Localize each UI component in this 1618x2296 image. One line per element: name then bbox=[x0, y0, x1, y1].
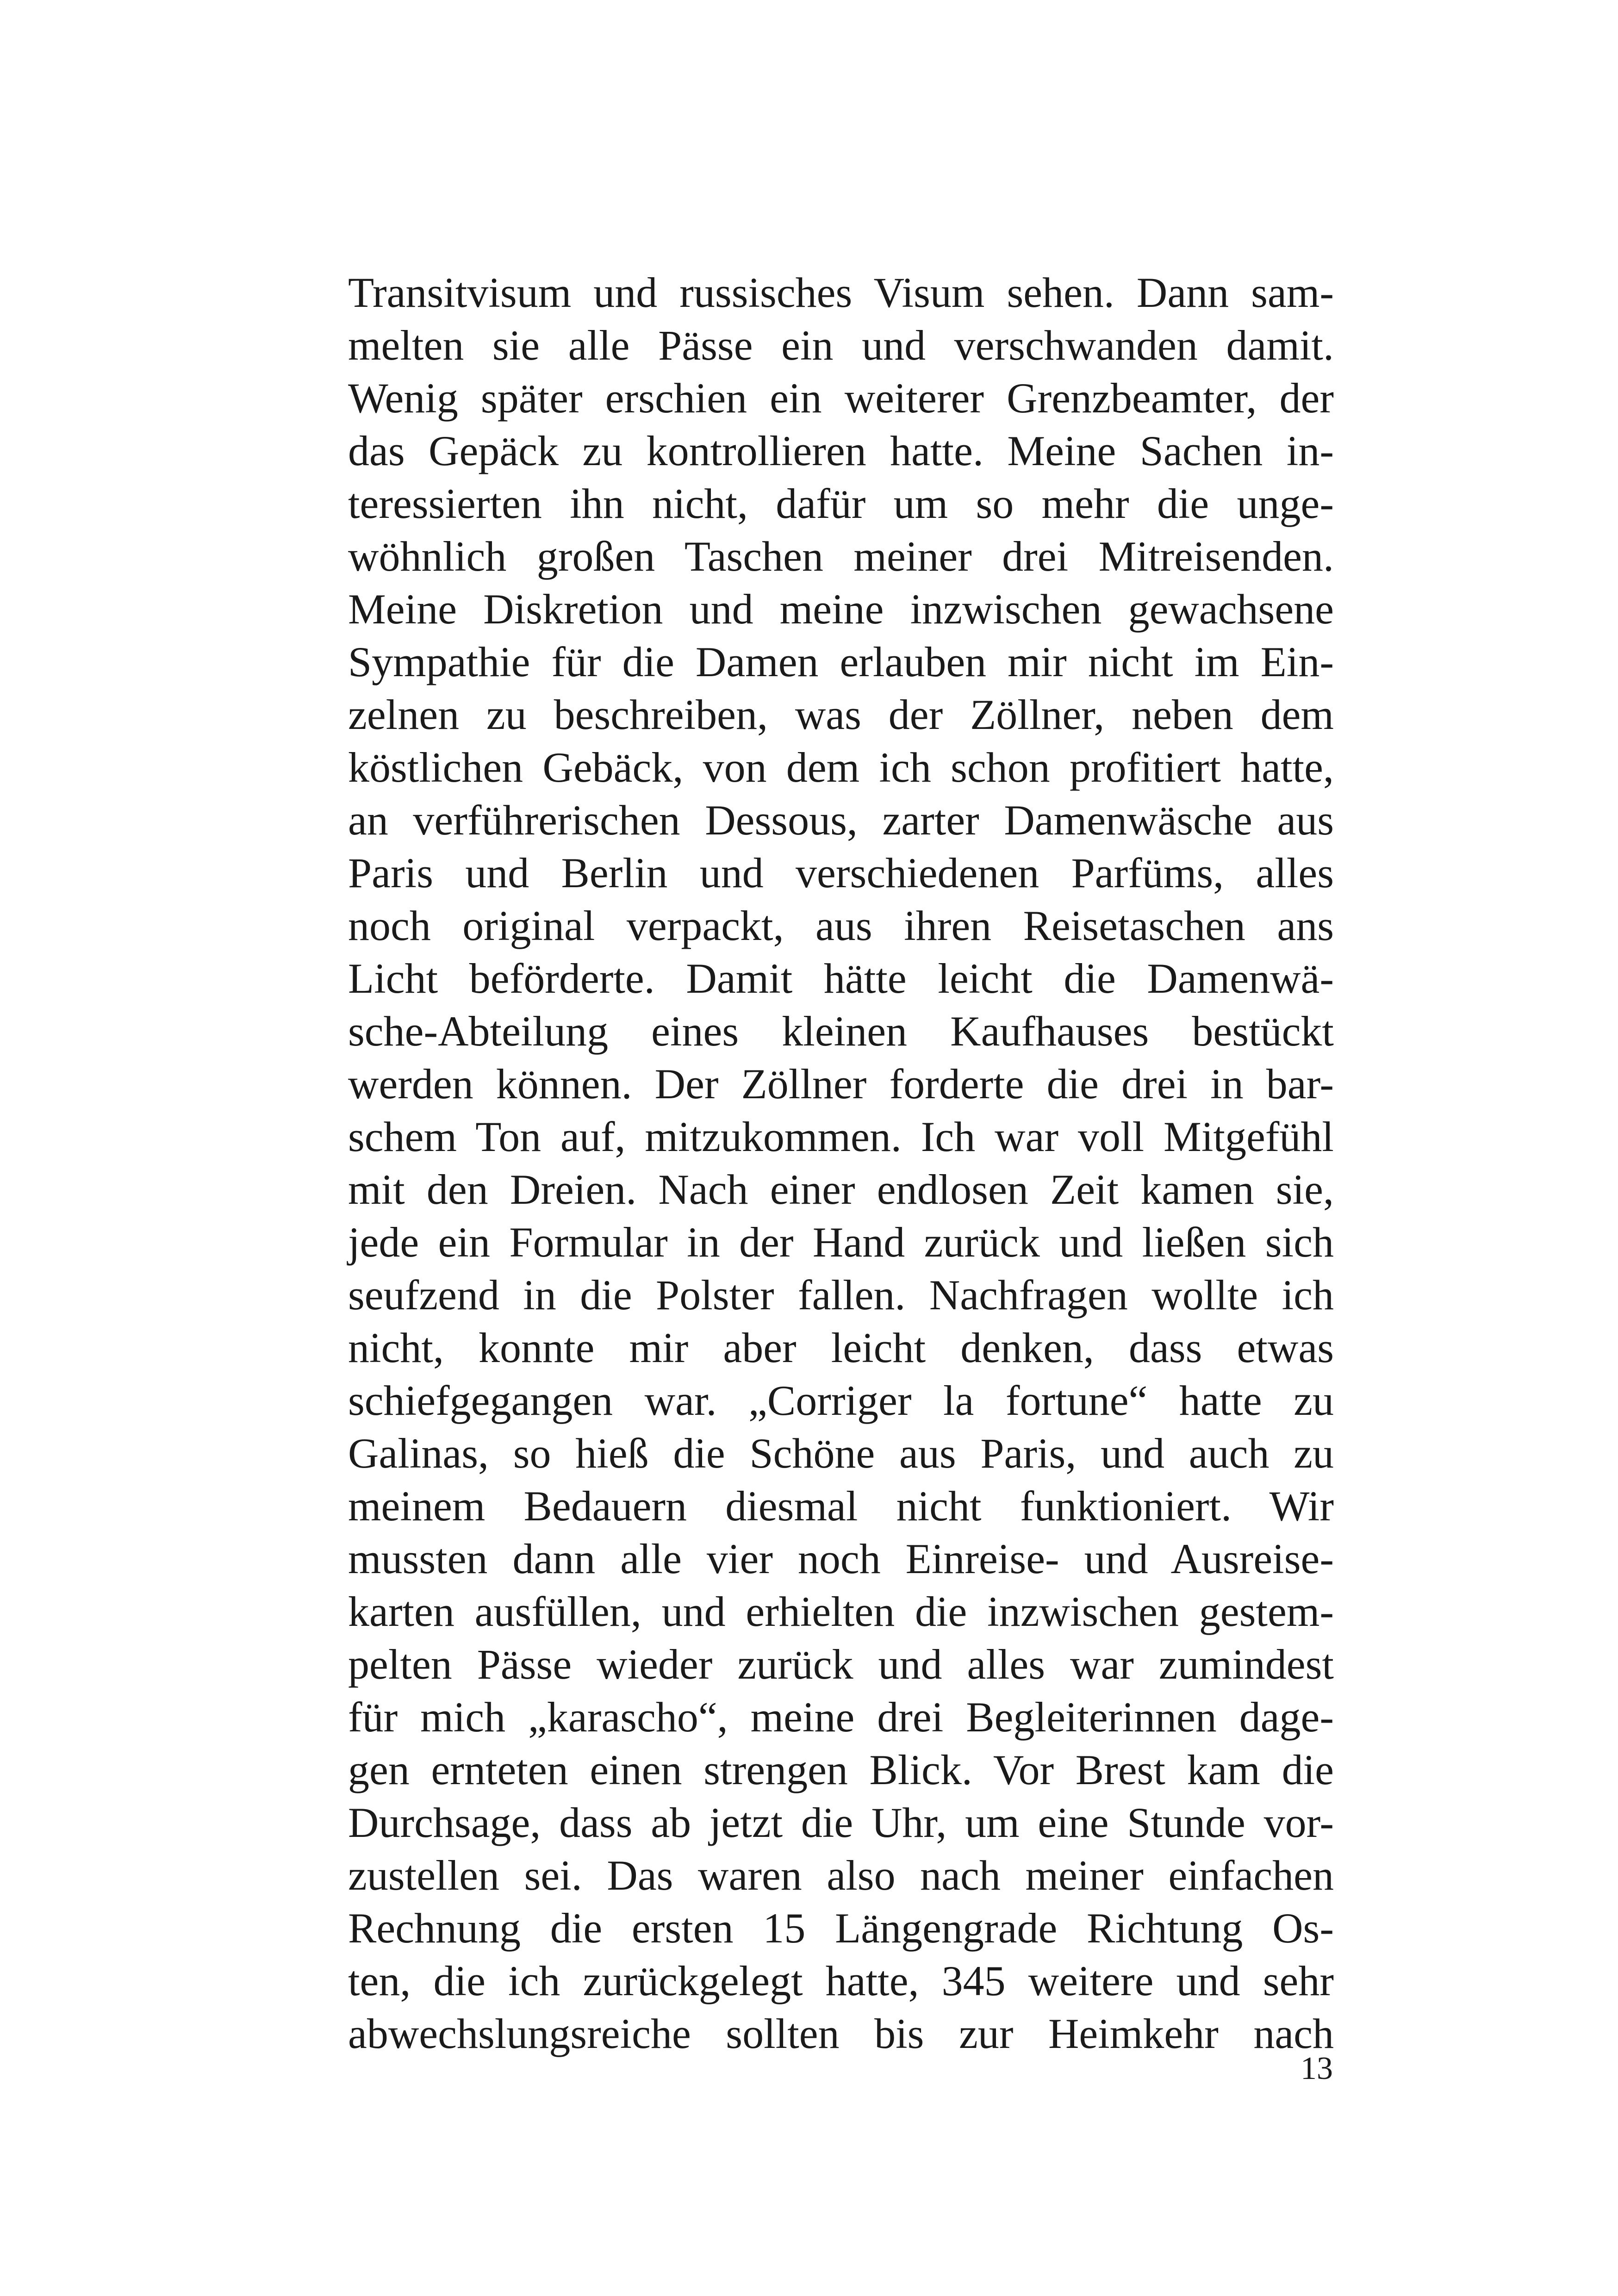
text-line: Licht beförderte. Damit hätte leicht die Damenwä- bbox=[348, 955, 1334, 1002]
text-line: melten sie alle Pässe ein und verschwanden damit. bbox=[348, 322, 1334, 369]
text-line: nicht, konnte mir aber leicht denken, dass etwas bbox=[348, 1324, 1334, 1371]
text-line: ten, die ich zurückgelegt hatte, 345 weitere und sehr bbox=[348, 1957, 1334, 2004]
text-line: Paris und Berlin und verschiedenen Parfüms, alles bbox=[348, 849, 1334, 896]
text-line: seufzend in die Polster fallen. Nachfragen wollte ich bbox=[348, 1271, 1334, 1319]
text-line: schiefgegangen war. „Corriger la fortune“ hatte zu bbox=[348, 1377, 1334, 1424]
text-line: noch original verpackt, aus ihren Reisetaschen ans bbox=[348, 902, 1334, 949]
text-line: wöhnlich großen Taschen meiner drei Mitreisenden. bbox=[348, 533, 1334, 580]
text-line: Galinas, so hieß die Schöne aus Paris, und auch zu bbox=[348, 1430, 1334, 1477]
text-line: für mich „karascho“, meine drei Begleiterinnen dage- bbox=[348, 1693, 1334, 1741]
text-line: Wenig später erschien ein weiterer Grenzbeamter, der bbox=[348, 374, 1334, 422]
text-line: jede ein Formular in der Hand zurück und ließen sich bbox=[348, 1219, 1334, 1266]
text-line: Rechnung die ersten 15 Längengrade Richtung Os- bbox=[348, 1904, 1334, 1952]
text-line: an verführerischen Dessous, zarter Damenwäsche aus bbox=[348, 796, 1334, 844]
text-line: teressierten ihn nicht, dafür um so mehr die unge- bbox=[348, 480, 1334, 527]
text-line: abwechslungsreiche sollten bis zur Heimkehr nach bbox=[348, 2010, 1334, 2057]
text-line: sche-Abteilung eines kleinen Kaufhauses bestückt bbox=[348, 1008, 1334, 1055]
text-line: Meine Diskretion und meine inzwischen gewachsene bbox=[348, 585, 1334, 633]
body-text bbox=[348, 266, 1334, 2060]
text-line: Transitvisum und russisches Visum sehen. Dann sam- bbox=[348, 269, 1334, 316]
text-line: Sympathie für die Damen erlauben mir nicht im Ein- bbox=[348, 638, 1334, 685]
text-line: Durchsage, dass ab jetzt die Uhr, um eine Stunde vor- bbox=[348, 1799, 1334, 1846]
text-line: das Gepäck zu kontrollieren hatte. Meine Sachen in- bbox=[348, 427, 1334, 474]
text-line: gen ernteten einen strengen Blick. Vor Brest kam die bbox=[348, 1746, 1334, 1793]
text-line: karten ausfüllen, und erhielten die inzwischen gestem- bbox=[348, 1588, 1334, 1635]
page-number: 13 bbox=[1301, 2051, 1333, 2086]
text-line: meinem Bedauern diesmal nicht funktioniert. Wir bbox=[348, 1482, 1334, 1530]
text-line: werden können. Der Zöllner forderte die drei in bar- bbox=[348, 1060, 1334, 1108]
text-line: schem Ton auf, mitzukommen. Ich war voll Mitgefühl bbox=[348, 1113, 1334, 1160]
text-line: pelten Pässe wieder zurück und alles war zumindest bbox=[348, 1641, 1334, 1688]
text-line: mussten dann alle vier noch Einreise- und Ausreise- bbox=[348, 1535, 1334, 1582]
text-line: köstlichen Gebäck, von dem ich schon profitiert hatte, bbox=[348, 744, 1334, 791]
text-line: zustellen sei. Das waren also nach meiner einfachen bbox=[348, 1852, 1334, 1899]
text-line: zelnen zu beschreiben, was der Zöllner, neben dem bbox=[348, 691, 1334, 738]
text-line: mit den Dreien. Nach einer endlosen Zeit kamen sie, bbox=[348, 1166, 1334, 1213]
